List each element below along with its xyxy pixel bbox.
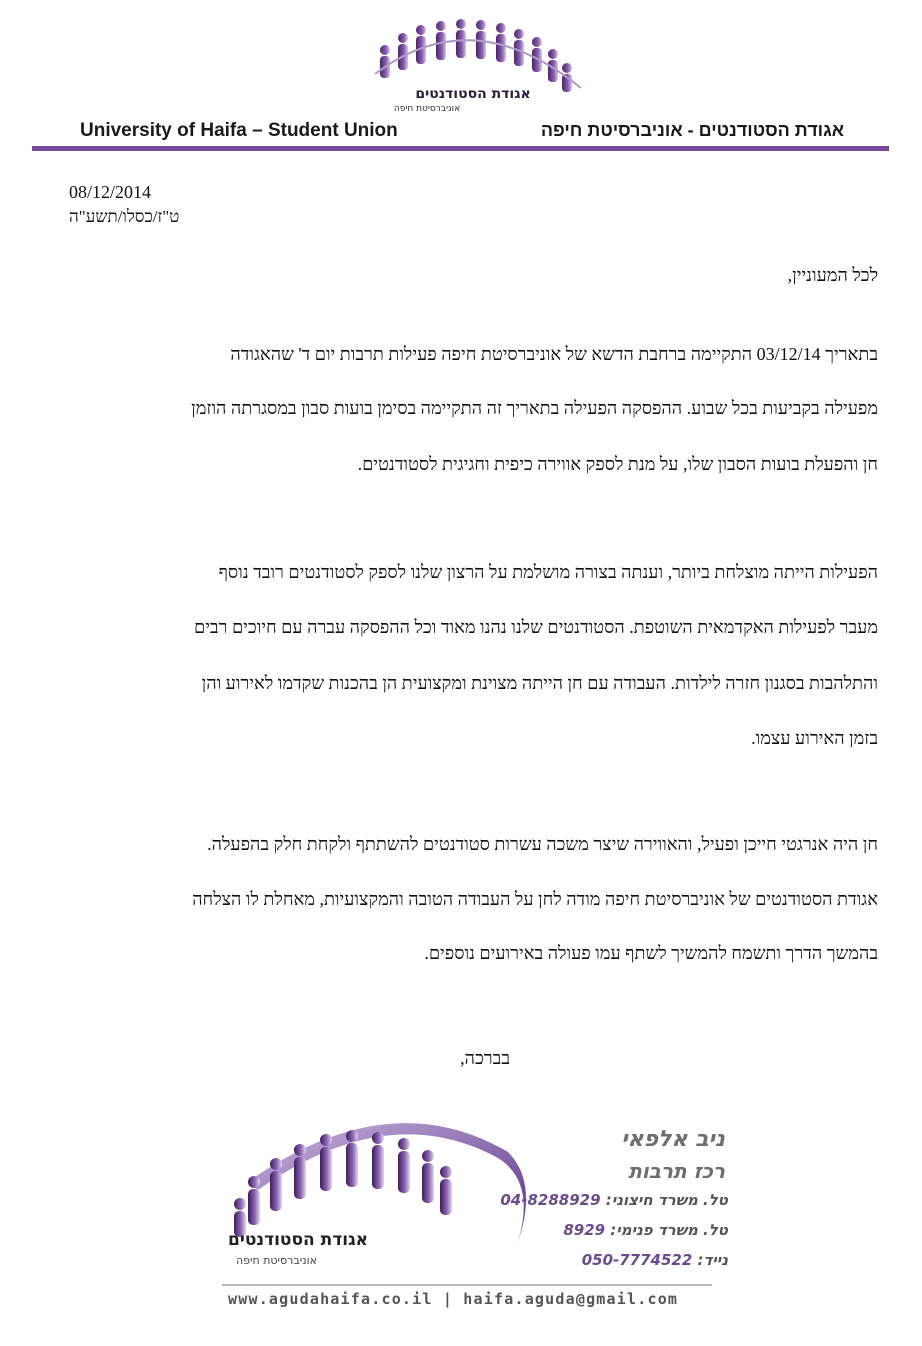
external-phone-number: 04-8288929 [500,1191,601,1209]
letter-line: והתלהבות בסגנון חזרה לילדות. העבודה עם חן הייתה מצוינת ומקצועית הן בהכנות שקדמו לאירוע והן [201,673,878,693]
signature-external-phone [500,1191,728,1209]
internal-phone-label: טל. משרד פנימי: [610,1221,728,1239]
student-figures-logo-icon [355,14,591,114]
letter-greeting: לכל המעוניין, [787,265,878,285]
signature-name: ניב אלפאי [621,1127,725,1152]
letter-line: מעבר לפעילות האקדמאית השוטפת. הסטודנטים שלנו נהנו מאוד וכל ההפסקה עברה עם חיוכים רבים [193,617,878,637]
footer-divider [222,1284,712,1286]
header-logo-subtitle: אוניברסיטת חיפה [393,104,461,114]
gregorian-date: 08/12/2014 [69,182,152,202]
hebrew-date: ט"ז/כסלו/תשע"ה [69,207,180,226]
header-hebrew-title: אגודת הסטודנטים - אוניברסיטת חיפה [540,120,844,140]
letter-line: חן היה אנרגטי חייכן ופעיל, והאווירה שיצר משכה עשרות סטודנטים להשתתף ולקחת חלק בהפעלה. [207,834,878,854]
signature-logo-subtitle: אוניברסיטת חיפה [236,1254,317,1267]
letter-line: אגודת הסטודנטים של אוניברסיטת חיפה מודה לחן על העבודה הטובה והמקצועיות, מאחלת לו הצלחה [192,889,878,909]
letter-line: הפעילות הייתה מוצלחת ביותר, וענתה בצורה מושלמת על הרצון שלנו לספק לסטודנטים רובד נוסף [218,562,878,582]
header-english-title: University of Haifa – Student Union [80,120,398,141]
signature-internal-phone [563,1221,728,1239]
header-logo [355,14,591,114]
cell-phone-number: 050-7774522 [581,1251,693,1269]
signature-cell-phone [582,1251,728,1269]
header-divider [32,146,889,151]
letter-line: בזמן האירוע עצמו. [751,728,878,748]
external-phone-label: טל. משרד חיצוני: [605,1191,728,1209]
letter-closing: בברכה, [460,1048,510,1068]
internal-phone-number: 8929 [563,1221,606,1239]
header-logo-title: אגודת הסטודנטים [415,86,531,102]
letter-line: חן והפעלת בועות הסבון שלו, על מנת לספק אווירה כיפית וחגיגית לסטודנטים. [357,454,878,474]
letter-line: בתאריך 03/12/14 התקיימה ברחבת הדשא של אוניברסיטת חיפה פעילות תרבות יום ד' שהאגודה [230,344,878,364]
signature-logo-title: אגודת הסטודנטים [228,1230,369,1250]
signature-role: רכז תרבות [628,1159,725,1183]
letter-line: מפעילה בקביעות בכל שבוע. ההפסקה הפעילה בתאריך זה התקיימה בסימן בועות סבון במסגרתה הוזמן [191,398,878,418]
cell-phone-label: נייד: [697,1251,728,1269]
letter-line: בהמשך הדרך ותשמח להמשיך לשתף עמו פעולה באירועים נוספים. [424,943,878,963]
footer-contact: www.agudahaifa.co.il | haifa.aguda@gmail.com [228,1290,679,1308]
